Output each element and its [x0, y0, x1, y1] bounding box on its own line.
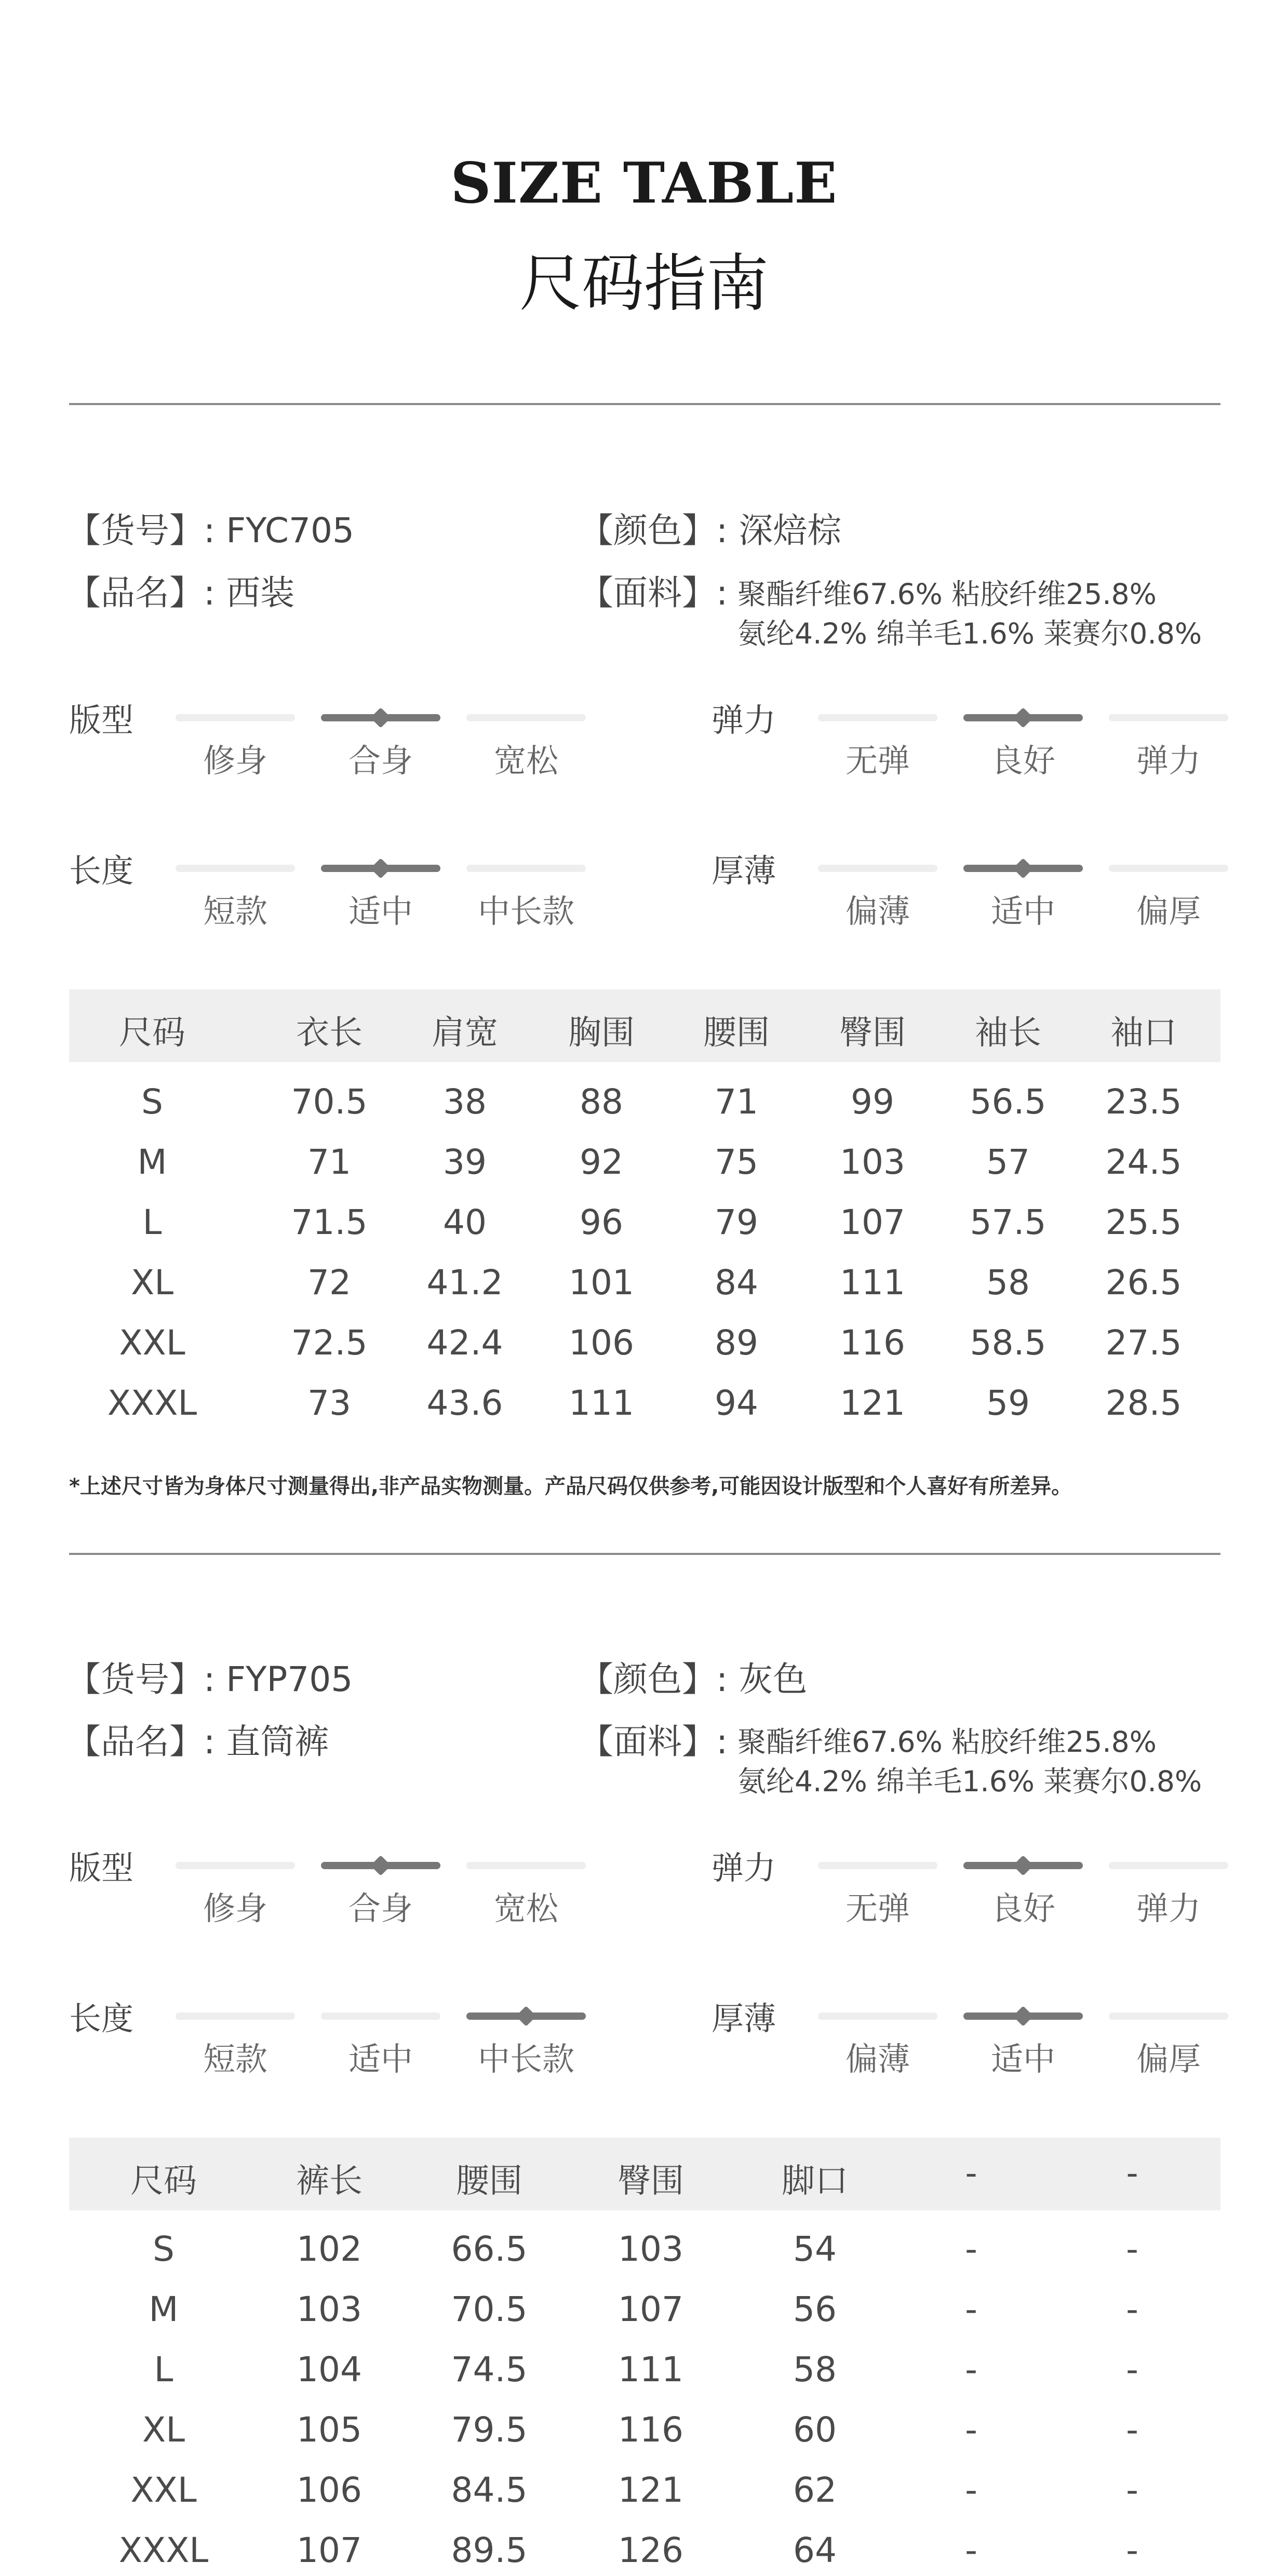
scale-track — [466, 1862, 586, 1869]
table-cell: 107 — [297, 2530, 362, 2570]
scale-marker-icon — [1013, 1855, 1034, 1876]
table-cell: 72 — [307, 1263, 351, 1303]
table-cell: 89.5 — [451, 2530, 528, 2570]
table-cell: - — [1126, 2350, 1138, 2390]
table-cell: - — [965, 2470, 977, 2510]
divider-middle — [69, 1553, 1220, 1555]
scale-marker-icon — [1013, 2006, 1034, 2027]
table-cell: 79 — [715, 1202, 758, 1242]
table-cell: 88 — [580, 1082, 623, 1122]
table-header-cell: 袖口 — [1110, 1014, 1177, 1052]
table-cell: 71 — [715, 1082, 758, 1122]
table-header-cell: 腰围 — [703, 1014, 770, 1052]
product1-fabric-label: 【面料】: — [579, 573, 728, 613]
scale-track — [818, 1862, 937, 1869]
product2-fabric-line1: 聚酯纤维67.6% 粘胶纤维25.8% — [737, 1725, 1157, 1759]
scale-option: 宽松 — [493, 1889, 558, 1927]
table-cell: XXL — [119, 1323, 185, 1363]
table-cell: 54 — [793, 2229, 837, 2269]
table-cell: 60 — [793, 2410, 837, 2450]
scale-marker-icon — [1013, 707, 1034, 728]
table-header-cell: 肩宽 — [432, 1014, 498, 1052]
table-cell: - — [965, 2350, 977, 2390]
scale-track — [1109, 865, 1228, 872]
table-cell: 24.5 — [1105, 1142, 1182, 1182]
scale-track — [818, 865, 937, 872]
scale-option: 适中 — [348, 2040, 413, 2078]
sku-label: 【货号】: — [66, 511, 226, 551]
table-cell: 71 — [307, 1142, 351, 1182]
stretch-label: 弹力 — [712, 1849, 776, 1887]
table-header-cell: 胸围 — [568, 1014, 635, 1052]
table-cell: M — [137, 1142, 167, 1182]
sku-label: 【货号】: — [66, 1659, 226, 1699]
table-cell: 38 — [443, 1082, 487, 1122]
sku-value: FYP705 — [226, 1659, 353, 1699]
table-cell: 27.5 — [1105, 1323, 1182, 1363]
table-cell: 59 — [986, 1383, 1030, 1423]
color-value: 深焙棕 — [739, 511, 842, 551]
table-cell: XXXL — [118, 2530, 209, 2570]
table-header-cell: 尺码 — [119, 1014, 185, 1052]
table-cell: 84.5 — [451, 2470, 528, 2510]
table-cell: - — [1126, 2470, 1138, 2510]
table-cell: XXL — [130, 2470, 197, 2510]
name-label: 【品名】: — [66, 1722, 226, 1762]
table-cell: 107 — [840, 1202, 905, 1242]
scale-track — [818, 714, 937, 721]
product2-fabric-line2: 氨纶4.2% 绵羊毛1.6% 莱赛尔0.8% — [737, 1765, 1202, 1798]
table-cell: XL — [131, 1263, 173, 1303]
scale-marker-icon — [1013, 858, 1034, 879]
scale-track — [466, 714, 586, 721]
scale-track — [176, 865, 295, 872]
table-cell: 116 — [840, 1323, 905, 1363]
table-cell: 26.5 — [1105, 1263, 1182, 1303]
table-cell: 103 — [297, 2289, 362, 2329]
table-cell: 102 — [297, 2229, 362, 2269]
table-cell: 39 — [443, 1142, 487, 1182]
table-cell: 56 — [793, 2289, 837, 2329]
table-cell: 111 — [840, 1263, 905, 1303]
scale-track — [1109, 714, 1228, 721]
table-cell: 58 — [986, 1263, 1030, 1303]
scale-track — [466, 865, 586, 872]
scale-option: 良好 — [990, 1889, 1055, 1927]
scale-marker-icon — [370, 1855, 391, 1876]
table-cell: 89 — [715, 1323, 758, 1363]
scale-track — [176, 1862, 295, 1869]
scale-option: 短款 — [203, 892, 267, 930]
table-cell: 23.5 — [1105, 1082, 1182, 1122]
product2-fabric-label: 【面料】: — [579, 1722, 728, 1762]
scale-track — [321, 2013, 440, 2020]
table-header-cell: 袖长 — [975, 1014, 1041, 1052]
table-cell: 99 — [851, 1082, 894, 1122]
title-chinese: 尺码指南 — [519, 248, 769, 320]
scale-track — [818, 2013, 937, 2020]
table-cell: 75 — [715, 1142, 758, 1182]
table-cell: - — [965, 2410, 977, 2450]
table-cell: 116 — [618, 2410, 683, 2450]
table-cell: 105 — [297, 2410, 362, 2450]
title-english: SIZE TABLE — [450, 151, 838, 216]
scale-track — [176, 2013, 295, 2020]
product1-color — [579, 503, 841, 552]
table-cell: 40 — [443, 1202, 487, 1242]
scale-option: 中长款 — [477, 2040, 574, 2078]
table-cell: 94 — [715, 1383, 758, 1423]
table-cell: - — [965, 2289, 977, 2329]
product1-name — [66, 565, 294, 614]
scale-option: 合身 — [348, 742, 413, 780]
table-cell: 25.5 — [1105, 1202, 1182, 1242]
table-header-cell: 臀围 — [839, 1014, 906, 1052]
scale-option: 宽松 — [493, 742, 558, 780]
name-value: 直筒裤 — [226, 1722, 329, 1762]
table-cell: 57.5 — [970, 1202, 1046, 1242]
table-cell: 71.5 — [291, 1202, 368, 1242]
fit-label: 版型 — [69, 1849, 134, 1887]
table-header-cell: 腰围 — [456, 2162, 522, 2201]
table-cell: 126 — [618, 2530, 683, 2570]
name-label: 【品名】: — [66, 573, 226, 613]
scale-option: 适中 — [990, 892, 1055, 930]
table-cell: 92 — [580, 1142, 623, 1182]
product1-fabric-line1: 聚酯纤维67.6% 粘胶纤维25.8% — [737, 578, 1157, 611]
scale-option: 中长款 — [477, 892, 574, 930]
table-cell: 106 — [569, 1323, 634, 1363]
table-cell: 74.5 — [451, 2350, 528, 2390]
thickness-label: 厚薄 — [712, 852, 776, 890]
scale-option: 短款 — [203, 2040, 267, 2078]
table-cell: - — [1126, 2530, 1138, 2570]
table-header-cell: 臀围 — [618, 2162, 684, 2201]
table-cell: XXXL — [107, 1383, 197, 1423]
product2-sku — [66, 1652, 353, 1701]
scale-option: 偏薄 — [845, 892, 910, 930]
scale-option: 偏厚 — [1136, 2040, 1201, 2078]
scale-option: 修身 — [203, 742, 267, 780]
table-cell: 57 — [986, 1142, 1030, 1182]
table-cell: 111 — [618, 2350, 683, 2390]
scale-marker-icon — [370, 858, 391, 879]
table-cell: 101 — [569, 1263, 634, 1303]
table-cell: 43.6 — [426, 1383, 503, 1423]
product1-fabric-line2: 氨纶4.2% 绵羊毛1.6% 莱赛尔0.8% — [737, 617, 1202, 650]
table-header-cell: - — [1126, 2154, 1138, 2193]
table-cell: - — [1126, 2410, 1138, 2450]
table-cell: 106 — [297, 2470, 362, 2510]
length-label: 长度 — [69, 852, 134, 890]
scale-option: 合身 — [348, 1889, 413, 1927]
divider-top — [69, 403, 1220, 405]
table-header-cell: - — [965, 2154, 977, 2193]
table-header-cell: 脚口 — [782, 2162, 848, 2201]
table-header-cell: 裤长 — [296, 2162, 363, 2201]
scale-marker-icon — [370, 707, 391, 728]
table-cell: XL — [142, 2410, 185, 2450]
table-header-cell: 尺码 — [130, 2162, 197, 2201]
table-cell: 79.5 — [451, 2410, 528, 2450]
table-cell: S — [141, 1082, 163, 1122]
scale-option: 适中 — [990, 2040, 1055, 2078]
table-cell: - — [1126, 2289, 1138, 2329]
table-cell: 72.5 — [291, 1323, 368, 1363]
product2-name — [66, 1714, 329, 1763]
table-cell: 84 — [715, 1263, 758, 1303]
table-cell: 103 — [840, 1142, 905, 1182]
table-cell: 42.4 — [426, 1323, 503, 1363]
color-value: 灰色 — [739, 1659, 808, 1699]
table-cell: 28.5 — [1105, 1383, 1182, 1423]
table-cell: 121 — [840, 1383, 905, 1423]
table-cell: 107 — [618, 2289, 683, 2329]
scale-track — [1109, 1862, 1228, 1869]
scale-option: 偏厚 — [1136, 892, 1201, 930]
scale-option: 偏薄 — [845, 2040, 910, 2078]
name-value: 西装 — [226, 573, 295, 613]
color-label: 【颜色】: — [579, 1659, 739, 1699]
table-cell: 70.5 — [451, 2289, 528, 2329]
table-cell: 66.5 — [451, 2229, 528, 2269]
table-cell: 103 — [618, 2229, 683, 2269]
scale-option: 修身 — [203, 1889, 267, 1927]
table-cell: 70.5 — [291, 1082, 368, 1122]
scale-option: 无弹 — [845, 742, 910, 780]
table-cell: S — [153, 2229, 175, 2269]
table-cell: 104 — [297, 2350, 362, 2390]
table-header-cell: 衣长 — [296, 1014, 363, 1052]
product2-color — [579, 1652, 807, 1701]
scale-track — [176, 714, 295, 721]
product1-sku — [66, 503, 354, 552]
disclaimer-note: *上述尺寸皆为身体尺寸测量得出,非产品实物测量。产品尺码仅供参考,可能因设计版型和个人喜好有所差异。 — [69, 1474, 1072, 1498]
color-label: 【颜色】: — [579, 511, 739, 551]
scale-option: 弹力 — [1136, 1889, 1201, 1927]
stretch-label: 弹力 — [712, 701, 776, 739]
scale-track — [1109, 2013, 1228, 2020]
sku-value: FYC705 — [226, 511, 354, 551]
table-cell: 73 — [307, 1383, 351, 1423]
table-cell: - — [965, 2530, 977, 2570]
table-cell: L — [154, 2350, 173, 2390]
table-cell: - — [1126, 2229, 1138, 2269]
table-cell: - — [965, 2229, 977, 2269]
table-cell: M — [149, 2289, 179, 2329]
thickness-label: 厚薄 — [712, 2000, 776, 2037]
table-cell: 58.5 — [970, 1323, 1046, 1363]
table-cell: 111 — [569, 1383, 634, 1423]
table-cell: 62 — [793, 2470, 837, 2510]
fit-label: 版型 — [69, 701, 134, 739]
scale-option: 无弹 — [845, 1889, 910, 1927]
table-cell: 41.2 — [426, 1263, 503, 1303]
table-cell: 56.5 — [970, 1082, 1046, 1122]
table-cell: 96 — [580, 1202, 623, 1242]
table-cell: 58 — [793, 2350, 837, 2390]
scale-option: 弹力 — [1136, 742, 1201, 780]
table-cell: 121 — [618, 2470, 683, 2510]
scale-option: 良好 — [990, 742, 1055, 780]
table-cell: L — [142, 1202, 162, 1242]
table-cell: 64 — [793, 2530, 837, 2570]
scale-marker-icon — [516, 2006, 536, 2027]
length-label: 长度 — [69, 2000, 134, 2037]
scale-option: 适中 — [348, 892, 413, 930]
